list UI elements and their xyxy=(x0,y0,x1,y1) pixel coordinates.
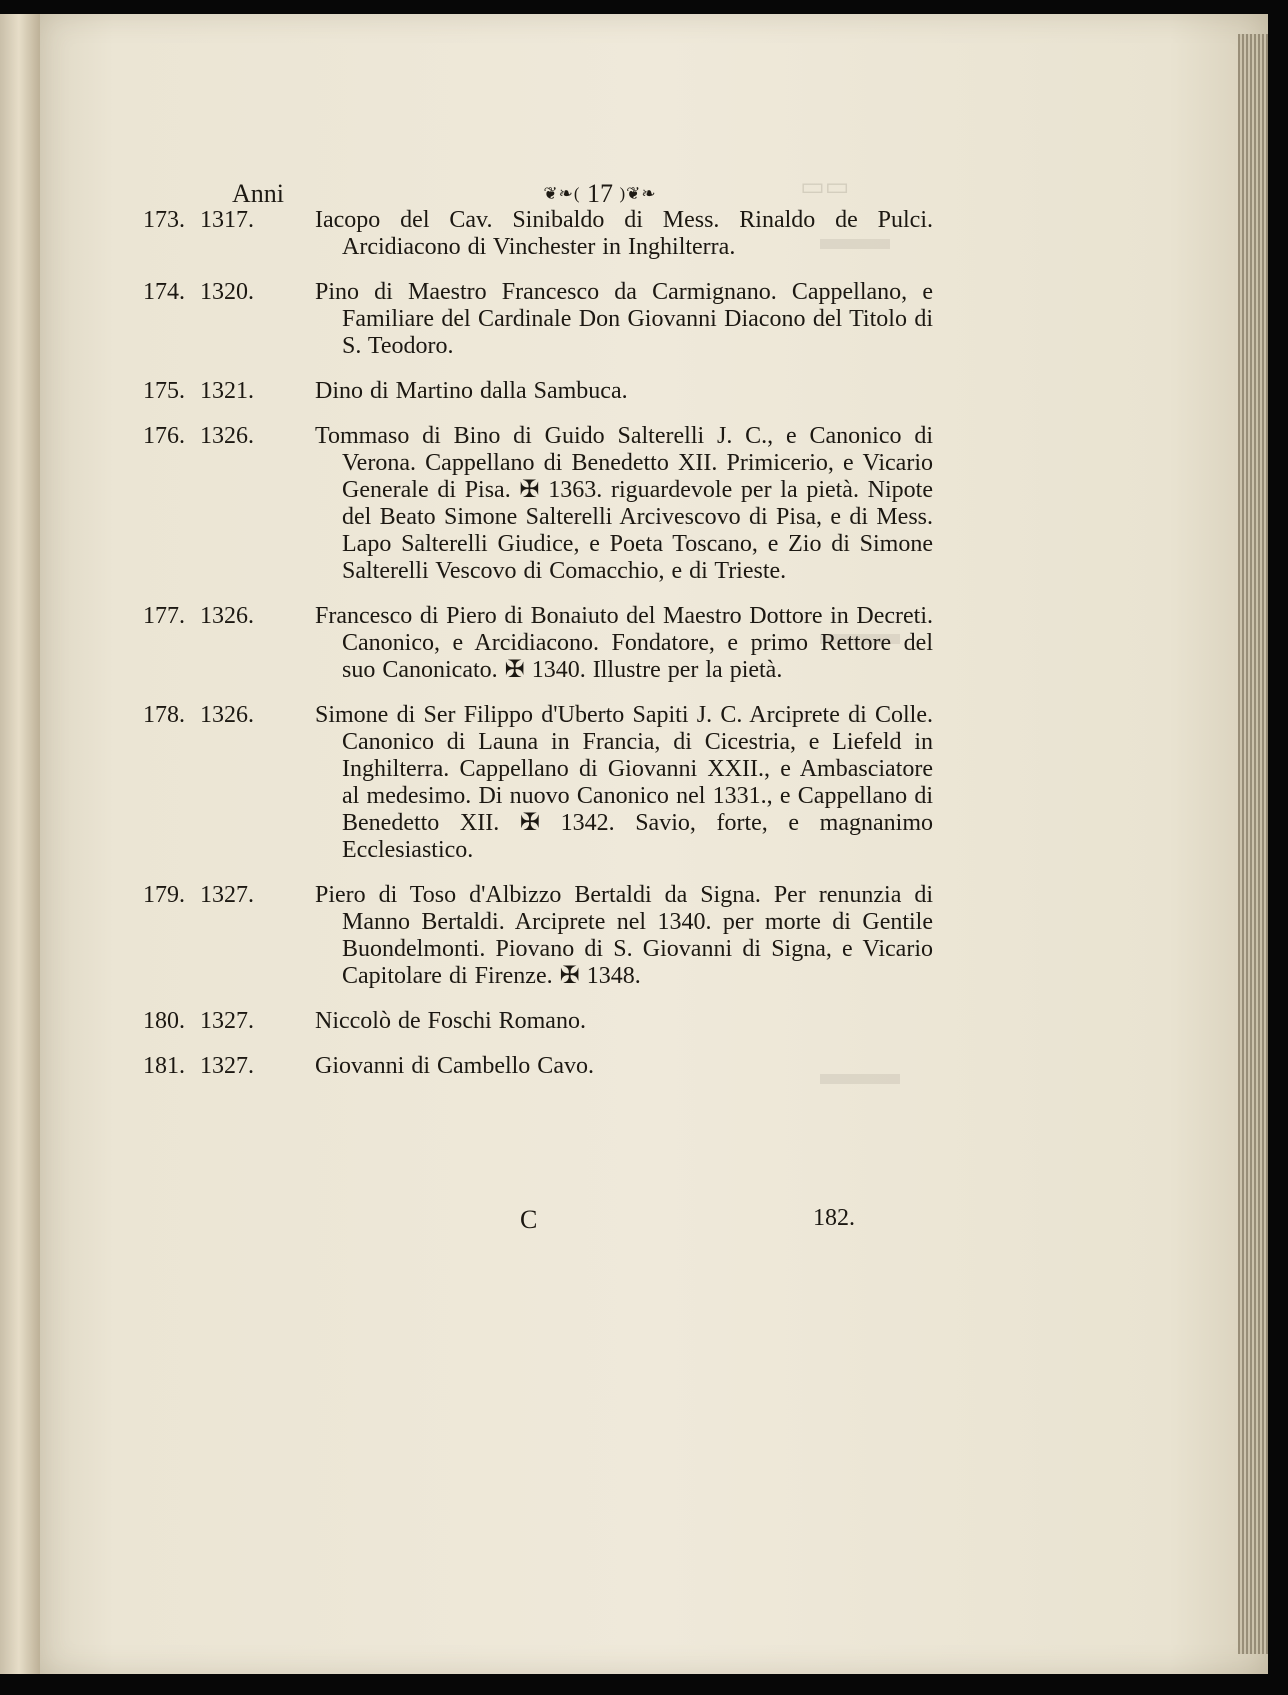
entry-text: Tommaso di Bino di Guido Salterelli J. C., e Canonico di Verona. Cappellano di Benedetto XII. Primicerio, e Vicario Generale di Pisa. ✠ 1363. riguardevole per la pietà. Nipote del Beato Simone Salterelli Arcivescovo di Pisa, e di Mess. Lapo Salterelli Giudice, e Poeta Toscano, e Zio di Simone Salterelli Vescovo di Comacchio, e di Trieste. xyxy=(315,423,933,584)
list-item xyxy=(143,603,933,684)
entry-number: 177. xyxy=(143,603,185,629)
running-head: Anni xyxy=(232,179,284,208)
catchword: 182. xyxy=(813,1205,855,1231)
list-item xyxy=(143,1008,933,1035)
page-number: 17 xyxy=(587,179,613,208)
entry-number: 173. xyxy=(143,207,185,233)
entry-text: Pino di Maestro Francesco da Carmignano. Cappellano, e Familiare del Cardinale Don Giovanni Diacono del Titolo di S. Teodoro. xyxy=(315,279,933,359)
entry-year: 1321. xyxy=(200,378,254,404)
entry-year: 1327. xyxy=(200,1053,254,1079)
entry-number: 175. xyxy=(143,378,185,404)
entry-year: 1327. xyxy=(200,882,254,908)
show-through-mark: ▭▭ xyxy=(800,172,850,201)
entry-number: 179. xyxy=(143,882,185,908)
entry-year: 1327. xyxy=(200,1008,254,1034)
entry-text: Niccolò de Foschi Romano. xyxy=(315,1008,586,1034)
list-item xyxy=(143,1053,933,1080)
entry-year: 1326. xyxy=(200,603,254,629)
book-spine xyxy=(0,14,44,1674)
page-edges xyxy=(1238,34,1268,1654)
entry-text: Piero di Toso d'Albizzo Bertaldi da Signa. Per renunzia di Manno Bertaldi. Arciprete nel 1340. per morte di Gentile Buondelmonti. Piovano di S. Giovanni di Signa, e Vicario Capitolare di Firenze. ✠ 1348. xyxy=(315,882,933,989)
entry-year: 1326. xyxy=(200,423,254,449)
entry-text: Giovanni di Cambello Cavo. xyxy=(315,1053,594,1079)
ornament-left-icon: ❦❧( xyxy=(543,184,581,203)
ornament-right-icon: )❦❧ xyxy=(619,184,657,203)
entry-year: 1317. xyxy=(200,207,254,233)
page-number-block xyxy=(460,179,740,209)
entry-year: 1326. xyxy=(200,702,254,728)
entry-number: 181. xyxy=(143,1053,185,1079)
list-item xyxy=(143,207,933,261)
list-item xyxy=(143,378,933,405)
entry-number: 176. xyxy=(143,423,185,449)
entry-number: 180. xyxy=(143,1008,185,1034)
entry-text: Iacopo del Cav. Sinibaldo di Mess. Rinaldo de Pulci. Arcidiacono di Vinchester in Inghilterra. xyxy=(315,207,933,260)
entry-text: Francesco di Piero di Bonaiuto del Maestro Dottore in Decreti. Canonico, e Arcidiacono. Fondatore, e primo Rettore del suo Canonicato. ✠ 1340. Illustre per la pietà. xyxy=(315,603,933,683)
entry-text: Dino di Martino dalla Sambuca. xyxy=(315,378,628,404)
entry-number: 178. xyxy=(143,702,185,728)
entry-list xyxy=(143,207,933,1098)
list-item xyxy=(143,279,933,360)
entry-year: 1320. xyxy=(200,279,254,305)
list-item xyxy=(143,882,933,990)
entry-number: 174. xyxy=(143,279,185,305)
signature-mark: C xyxy=(520,1205,538,1234)
list-item xyxy=(143,423,933,585)
list-item xyxy=(143,702,933,864)
entry-text: Simone di Ser Filippo d'Uberto Sapiti J. C. Arciprete di Colle. Canonico di Launa in Francia, di Cicestria, e Liefeld in Inghilterra. Cappellano di Giovanni XXII., e Ambasciatore al medesimo. Di nuovo Canonico nel 1331., e Cappellano di Benedetto XII. ✠ 1342. Savio, forte, e magnanimo Ecclesiastico. xyxy=(315,702,933,863)
